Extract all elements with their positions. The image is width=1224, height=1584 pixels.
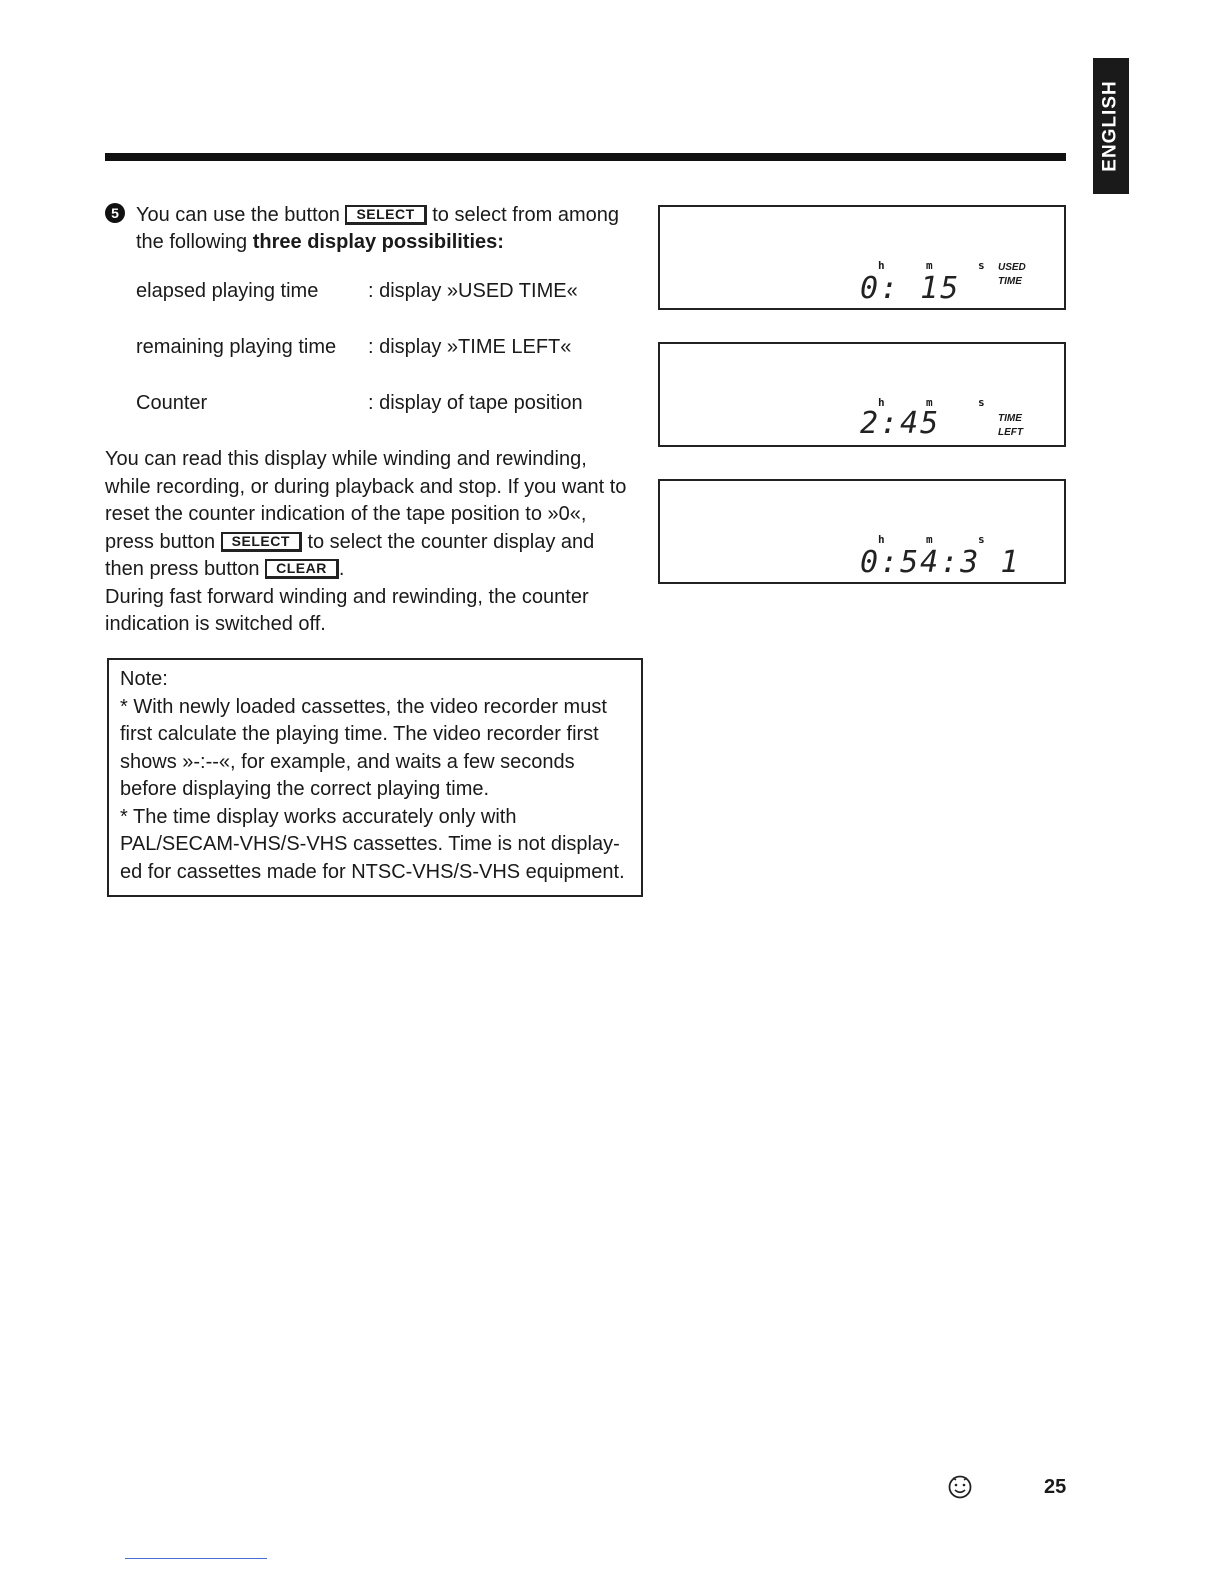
option-label: elapsed playing time (136, 280, 319, 302)
time-readout: 2:45 (860, 406, 941, 441)
paragraph-line: press button SELECT to select the counter display and (105, 531, 595, 553)
display-time-left (658, 342, 1066, 447)
note-line: ed for cassettes made for NTSC-VHS/S-VHS equipment. (120, 860, 625, 883)
time-readout: 0: 15 (860, 271, 961, 306)
unit-seconds: s (978, 533, 985, 546)
option-label: Counter (136, 392, 208, 414)
note-line: first calculate the playing time. The video recorder first (120, 723, 599, 745)
paragraph-line: During fast forward winding and rewinding, the counter (105, 586, 589, 608)
time-readout: 0:54:3 1 (860, 545, 1021, 580)
unit-hours: h (878, 533, 885, 546)
step-line-2: the following three display possibilities: (136, 231, 504, 253)
header-rule (105, 153, 1066, 161)
unit-seconds: s (978, 396, 985, 409)
paragraph-line: reset the counter indication of the tape position to »0«, (105, 503, 587, 525)
note-title: Note: (120, 668, 168, 690)
select-button-label: SELECT (345, 205, 426, 225)
select-button-label: SELECT (221, 532, 302, 552)
clear-button-label: CLEAR (265, 559, 339, 579)
paragraph-line: indication is switched off. (105, 613, 326, 635)
option-value: : display »TIME LEFT« (368, 336, 572, 358)
unit-hours: h (878, 259, 885, 272)
unit-minutes: m (926, 259, 933, 272)
option-value: : display of tape position (368, 392, 583, 414)
mode-indicator: TIME LEFT (998, 413, 1023, 438)
display-used-time (658, 205, 1066, 310)
page-number: 25 (1044, 1476, 1067, 1498)
note-line: * With newly loaded cassettes, the video recorder must (120, 695, 607, 718)
option-value: : display »USED TIME« (368, 280, 578, 302)
language-tab-label: ENGLISH (1100, 80, 1122, 172)
unit-minutes: m (926, 396, 933, 409)
bottom-rule (125, 1558, 267, 1559)
note-line: * The time display works accurately only with (120, 805, 517, 828)
paragraph-line: You can read this display while winding and rewinding, (105, 448, 587, 470)
unit-hours: h (878, 396, 885, 409)
unit-minutes: m (926, 533, 933, 546)
unit-seconds: s (978, 259, 985, 272)
paragraph-line: while recording, or during playback and stop. If you want to (105, 476, 627, 498)
option-label: remaining playing time (136, 336, 337, 358)
mode-indicator: USED TIME (998, 262, 1026, 287)
step-line-1: You can use the button SELECT to select from among (136, 204, 619, 226)
display-counter (658, 479, 1066, 584)
language-tab (1093, 58, 1129, 194)
note-line: shows »-:--«, for example, and waits a few seconds (120, 750, 575, 773)
note-box (107, 658, 643, 897)
paragraph-line: then press button CLEAR . (105, 558, 345, 580)
step-number-icon: 5 (105, 203, 125, 223)
note-line: PAL/SECAM-VHS/S-VHS cassettes. Time is not display- (120, 833, 620, 855)
smiley-face-icon (947, 1474, 973, 1500)
note-line: before displaying the correct playing time. (120, 778, 490, 800)
